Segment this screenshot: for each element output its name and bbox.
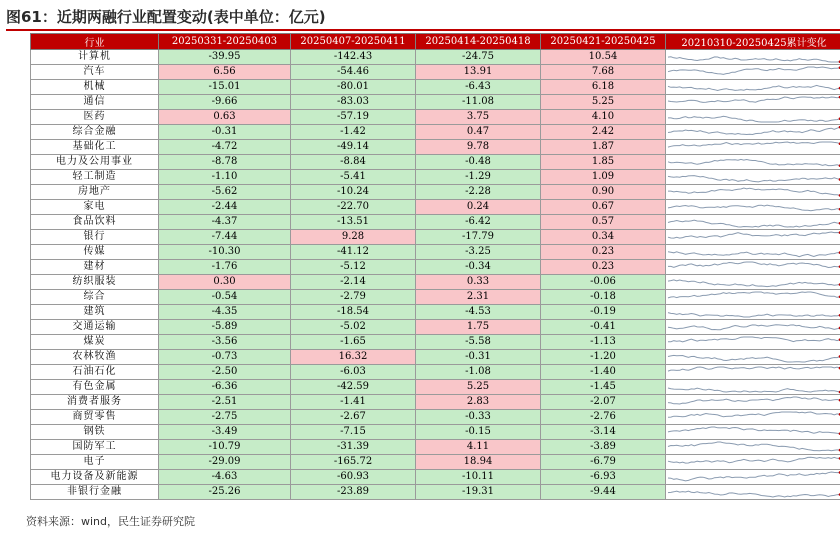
cumulative-sparkline-cell xyxy=(666,140,840,155)
value-cell: -1.41 xyxy=(291,395,416,410)
value-cell: -10.30 xyxy=(159,245,291,260)
value-cell: 0.57 xyxy=(541,215,666,230)
value-cell: -23.89 xyxy=(291,485,416,500)
value-cell: -2.28 xyxy=(416,185,541,200)
cumulative-sparkline-cell xyxy=(666,50,840,65)
industry-name-cell: 银行 xyxy=(31,230,159,245)
value-cell: -5.12 xyxy=(291,260,416,275)
value-cell: 7.68 xyxy=(541,65,666,80)
value-cell: -8.84 xyxy=(291,155,416,170)
value-cell: -0.18 xyxy=(541,290,666,305)
industry-name-cell: 交通运输 xyxy=(31,320,159,335)
cumulative-sparkline-cell xyxy=(666,110,840,125)
industry-name-cell: 国防军工 xyxy=(31,440,159,455)
value-cell: -165.72 xyxy=(291,455,416,470)
cumulative-sparkline-cell xyxy=(666,230,840,245)
value-cell: 0.30 xyxy=(159,275,291,290)
header-week-1: 20250331-20250403 xyxy=(159,34,291,50)
value-cell: -60.93 xyxy=(291,470,416,485)
sparkline-path xyxy=(668,412,840,417)
industry-name-cell: 消费者服务 xyxy=(31,395,159,410)
table-row xyxy=(31,170,840,185)
value-cell: 0.90 xyxy=(541,185,666,200)
sparkline-path xyxy=(668,313,840,317)
value-cell: 6.56 xyxy=(159,65,291,80)
value-cell: 0.47 xyxy=(416,125,541,140)
cumulative-sparkline-cell xyxy=(666,440,840,455)
table-row xyxy=(31,395,840,410)
sparkline-chart xyxy=(666,470,840,484)
value-cell: -1.65 xyxy=(291,335,416,350)
industry-name-cell: 传媒 xyxy=(31,245,159,260)
industry-name-cell: 钢铁 xyxy=(31,425,159,440)
cumulative-sparkline-cell xyxy=(666,65,840,80)
value-cell: 0.34 xyxy=(541,230,666,245)
cumulative-sparkline-cell xyxy=(666,410,840,425)
value-cell: 1.85 xyxy=(541,155,666,170)
value-cell: -1.29 xyxy=(416,170,541,185)
sparkline-chart xyxy=(666,230,840,244)
value-cell: -10.79 xyxy=(159,440,291,455)
table-row xyxy=(31,380,840,395)
industry-name-cell: 计算机 xyxy=(31,50,159,65)
header-cumulative: 20210310-20250425累计变化 xyxy=(666,34,840,50)
sparkline-chart xyxy=(666,110,840,124)
cumulative-sparkline-cell xyxy=(666,305,840,320)
value-cell: -57.19 xyxy=(291,110,416,125)
sparkline-chart xyxy=(666,50,840,64)
margin-industry-table xyxy=(30,33,840,500)
value-cell: 0.23 xyxy=(541,260,666,275)
industry-name-cell: 食品饮料 xyxy=(31,215,159,230)
value-cell: -7.44 xyxy=(159,230,291,245)
value-cell: -5.89 xyxy=(159,320,291,335)
value-cell: -3.25 xyxy=(416,245,541,260)
value-cell: -25.26 xyxy=(159,485,291,500)
cumulative-sparkline-cell xyxy=(666,260,840,275)
table-row xyxy=(31,230,840,245)
header-week-3: 20250414-20250418 xyxy=(416,34,541,50)
value-cell: 4.10 xyxy=(541,110,666,125)
value-cell: -80.01 xyxy=(291,80,416,95)
value-cell: -2.67 xyxy=(291,410,416,425)
sparkline-path xyxy=(668,337,840,342)
value-cell: 16.32 xyxy=(291,350,416,365)
table-row xyxy=(31,125,840,140)
cumulative-sparkline-cell xyxy=(666,380,840,395)
sparkline-chart xyxy=(666,320,840,334)
industry-name-cell: 农林牧渔 xyxy=(31,350,159,365)
value-cell: -2.51 xyxy=(159,395,291,410)
table-row xyxy=(31,425,840,440)
sparkline-path xyxy=(668,85,840,90)
table-row xyxy=(31,335,840,350)
sparkline-chart xyxy=(666,425,840,439)
header-week-4: 20250421-20250425 xyxy=(541,34,666,50)
value-cell: -4.35 xyxy=(159,305,291,320)
industry-name-cell: 综合 xyxy=(31,290,159,305)
value-cell: 0.67 xyxy=(541,200,666,215)
value-cell: 2.42 xyxy=(541,125,666,140)
sparkline-path xyxy=(668,97,840,102)
figure-title: 图61：近期两融行业配置变动(表中单位：亿元) xyxy=(6,8,326,26)
sparkline-chart xyxy=(666,185,840,199)
industry-name-cell: 房地产 xyxy=(31,185,159,200)
sparkline-path xyxy=(668,116,840,122)
value-cell: -1.13 xyxy=(541,335,666,350)
title-divider xyxy=(6,29,840,31)
value-cell: -0.06 xyxy=(541,275,666,290)
value-cell: 18.94 xyxy=(416,455,541,470)
value-cell: -0.54 xyxy=(159,290,291,305)
cumulative-sparkline-cell xyxy=(666,455,840,470)
value-cell: -0.34 xyxy=(416,260,541,275)
industry-name-cell: 有色金属 xyxy=(31,380,159,395)
value-cell: -142.43 xyxy=(291,50,416,65)
table-row xyxy=(31,260,840,275)
table-row xyxy=(31,275,840,290)
value-cell: -0.15 xyxy=(416,425,541,440)
industry-name-cell: 煤炭 xyxy=(31,335,159,350)
table-row xyxy=(31,410,840,425)
cumulative-sparkline-cell xyxy=(666,365,840,380)
value-cell: -29.09 xyxy=(159,455,291,470)
value-cell: -5.02 xyxy=(291,320,416,335)
sparkline-path xyxy=(668,427,840,434)
sparkline-path xyxy=(668,457,840,463)
industry-name-cell: 汽车 xyxy=(31,65,159,80)
table-row xyxy=(31,200,840,215)
table-row xyxy=(31,350,840,365)
table-row xyxy=(31,440,840,455)
cumulative-sparkline-cell xyxy=(666,155,840,170)
sparkline-path xyxy=(668,262,840,268)
sparkline-chart xyxy=(666,410,840,424)
value-cell: -6.43 xyxy=(416,80,541,95)
table-row xyxy=(31,140,840,155)
table-row xyxy=(31,185,840,200)
sparkline-chart xyxy=(666,80,840,94)
table-row xyxy=(31,215,840,230)
sparkline-path xyxy=(668,367,840,371)
table-row xyxy=(31,110,840,125)
industry-name-cell: 石油石化 xyxy=(31,365,159,380)
table-row xyxy=(31,455,840,470)
value-cell: 0.23 xyxy=(541,245,666,260)
sparkline-path xyxy=(668,142,840,147)
sparkline-chart xyxy=(666,440,840,454)
value-cell: -13.51 xyxy=(291,215,416,230)
value-cell: -24.75 xyxy=(416,50,541,65)
value-cell: -5.58 xyxy=(416,335,541,350)
sparkline-path xyxy=(668,491,840,497)
value-cell: -0.19 xyxy=(541,305,666,320)
value-cell: -10.11 xyxy=(416,470,541,485)
table-row xyxy=(31,365,840,380)
value-cell: 9.78 xyxy=(416,140,541,155)
sparkline-path xyxy=(668,127,840,134)
value-cell: -41.12 xyxy=(291,245,416,260)
sparkline-path xyxy=(668,220,840,227)
value-cell: -2.79 xyxy=(291,290,416,305)
sparkline-path xyxy=(668,280,840,287)
sparkline-chart xyxy=(666,125,840,139)
value-cell: 0.33 xyxy=(416,275,541,290)
value-cell: 10.54 xyxy=(541,50,666,65)
sparkline-chart xyxy=(666,155,840,169)
industry-name-cell: 电力设备及新能源 xyxy=(31,470,159,485)
cumulative-sparkline-cell xyxy=(666,470,840,485)
table-row xyxy=(31,50,840,65)
cumulative-sparkline-cell xyxy=(666,125,840,140)
sparkline-chart xyxy=(666,350,840,364)
value-cell: -0.73 xyxy=(159,350,291,365)
sparkline-chart xyxy=(666,380,840,394)
industry-name-cell: 轻工制造 xyxy=(31,170,159,185)
value-cell: -6.93 xyxy=(541,470,666,485)
value-cell: 9.28 xyxy=(291,230,416,245)
sparkline-path xyxy=(668,176,840,182)
value-cell: 13.91 xyxy=(416,65,541,80)
value-cell: -2.50 xyxy=(159,365,291,380)
industry-name-cell: 电力及公用事业 xyxy=(31,155,159,170)
cumulative-sparkline-cell xyxy=(666,425,840,440)
value-cell: -1.40 xyxy=(541,365,666,380)
industry-name-cell: 纺织服装 xyxy=(31,275,159,290)
table-row xyxy=(31,245,840,260)
cumulative-sparkline-cell xyxy=(666,275,840,290)
value-cell: 1.75 xyxy=(416,320,541,335)
value-cell: -3.56 xyxy=(159,335,291,350)
sparkline-path xyxy=(668,57,840,62)
value-cell: 4.11 xyxy=(416,440,541,455)
value-cell: -54.46 xyxy=(291,65,416,80)
value-cell: -5.62 xyxy=(159,185,291,200)
sparkline-path xyxy=(668,159,840,165)
cumulative-sparkline-cell xyxy=(666,80,840,95)
value-cell: -1.76 xyxy=(159,260,291,275)
cumulative-sparkline-cell xyxy=(666,185,840,200)
value-cell: 3.75 xyxy=(416,110,541,125)
value-cell: -1.20 xyxy=(541,350,666,365)
value-cell: -2.44 xyxy=(159,200,291,215)
cumulative-sparkline-cell xyxy=(666,395,840,410)
sparkline-path xyxy=(668,472,840,481)
value-cell: -6.42 xyxy=(416,215,541,230)
sparkline-chart xyxy=(666,395,840,409)
sparkline-path xyxy=(668,388,840,392)
value-cell: 2.83 xyxy=(416,395,541,410)
value-cell: -3.89 xyxy=(541,440,666,455)
cumulative-sparkline-cell xyxy=(666,290,840,305)
value-cell: -4.72 xyxy=(159,140,291,155)
sparkline-path xyxy=(668,188,840,195)
sparkline-path xyxy=(668,205,840,211)
value-cell: -3.49 xyxy=(159,425,291,440)
sparkline-chart xyxy=(666,200,840,214)
sparkline-chart xyxy=(666,275,840,289)
cumulative-sparkline-cell xyxy=(666,245,840,260)
value-cell: -2.07 xyxy=(541,395,666,410)
sparkline-path xyxy=(668,325,840,330)
industry-name-cell: 机械 xyxy=(31,80,159,95)
value-cell: -1.10 xyxy=(159,170,291,185)
value-cell: -7.15 xyxy=(291,425,416,440)
value-cell: -39.95 xyxy=(159,50,291,65)
table-row xyxy=(31,305,840,320)
table-row xyxy=(31,155,840,170)
header-week-2: 20250407-20250411 xyxy=(291,34,416,50)
sparkline-chart xyxy=(666,170,840,184)
value-cell: -1.42 xyxy=(291,125,416,140)
sparkline-chart xyxy=(666,245,840,259)
value-cell: -6.03 xyxy=(291,365,416,380)
industry-name-cell: 建筑 xyxy=(31,305,159,320)
value-cell: -31.39 xyxy=(291,440,416,455)
table-row xyxy=(31,80,840,95)
value-cell: -3.14 xyxy=(541,425,666,440)
value-cell: -18.54 xyxy=(291,305,416,320)
industry-name-cell: 建材 xyxy=(31,260,159,275)
sparkline-path xyxy=(668,292,840,298)
value-cell: -2.14 xyxy=(291,275,416,290)
value-cell: -0.41 xyxy=(541,320,666,335)
industry-name-cell: 电子 xyxy=(31,455,159,470)
cumulative-sparkline-cell xyxy=(666,200,840,215)
value-cell: 1.09 xyxy=(541,170,666,185)
value-cell: -22.70 xyxy=(291,200,416,215)
value-cell: -4.37 xyxy=(159,215,291,230)
value-cell: -49.14 xyxy=(291,140,416,155)
value-cell: -1.08 xyxy=(416,365,541,380)
value-cell: -15.01 xyxy=(159,80,291,95)
cumulative-sparkline-cell xyxy=(666,170,840,185)
cumulative-sparkline-cell xyxy=(666,335,840,350)
sparkline-chart xyxy=(666,140,840,154)
table-row xyxy=(31,470,840,485)
cumulative-sparkline-cell xyxy=(666,320,840,335)
value-cell: -17.79 xyxy=(416,230,541,245)
sparkline-chart xyxy=(666,365,840,379)
sparkline-path xyxy=(668,67,840,74)
sparkline-chart xyxy=(666,485,840,499)
value-cell: -19.31 xyxy=(416,485,541,500)
value-cell: -9.44 xyxy=(541,485,666,500)
table-row xyxy=(31,290,840,305)
value-cell: 6.18 xyxy=(541,80,666,95)
industry-name-cell: 通信 xyxy=(31,95,159,110)
sparkline-path xyxy=(668,442,840,451)
value-cell: 1.87 xyxy=(541,140,666,155)
table-body xyxy=(31,50,840,500)
value-cell: -10.24 xyxy=(291,185,416,200)
value-cell: 5.25 xyxy=(541,95,666,110)
sparkline-chart xyxy=(666,215,840,229)
industry-name-cell: 非银行金融 xyxy=(31,485,159,500)
sparkline-chart xyxy=(666,260,840,274)
value-cell: -11.08 xyxy=(416,95,541,110)
value-cell: -4.53 xyxy=(416,305,541,320)
header-industry: 行业 xyxy=(31,34,159,50)
value-cell: 0.63 xyxy=(159,110,291,125)
cumulative-sparkline-cell xyxy=(666,215,840,230)
sparkline-path xyxy=(668,397,840,404)
value-cell: -2.75 xyxy=(159,410,291,425)
sparkline-chart xyxy=(666,335,840,349)
value-cell: -42.59 xyxy=(291,380,416,395)
source-note: 资料来源：wind，民生证券研究院 xyxy=(26,515,196,528)
cumulative-sparkline-cell xyxy=(666,95,840,110)
industry-name-cell: 商贸零售 xyxy=(31,410,159,425)
value-cell: -0.31 xyxy=(159,125,291,140)
industry-name-cell: 医药 xyxy=(31,110,159,125)
sparkline-chart xyxy=(666,290,840,304)
value-cell: -6.79 xyxy=(541,455,666,470)
sparkline-path xyxy=(668,232,840,238)
value-cell: 2.31 xyxy=(416,290,541,305)
value-cell: -8.78 xyxy=(159,155,291,170)
value-cell: -1.45 xyxy=(541,380,666,395)
table-header-row xyxy=(31,34,840,50)
value-cell: -6.36 xyxy=(159,380,291,395)
industry-name-cell: 基础化工 xyxy=(31,140,159,155)
value-cell: -4.63 xyxy=(159,470,291,485)
value-cell: -0.48 xyxy=(416,155,541,170)
value-cell: -9.66 xyxy=(159,95,291,110)
cumulative-sparkline-cell xyxy=(666,485,840,500)
sparkline-chart xyxy=(666,95,840,109)
value-cell: 0.24 xyxy=(416,200,541,215)
cumulative-sparkline-cell xyxy=(666,350,840,365)
table-row xyxy=(31,485,840,500)
value-cell: -0.33 xyxy=(416,410,541,425)
sparkline-chart xyxy=(666,305,840,319)
sparkline-path xyxy=(668,252,840,257)
value-cell: -0.31 xyxy=(416,350,541,365)
table-row xyxy=(31,95,840,110)
industry-name-cell: 综合金融 xyxy=(31,125,159,140)
value-cell: 5.25 xyxy=(416,380,541,395)
industry-name-cell: 家电 xyxy=(31,200,159,215)
table-row xyxy=(31,320,840,335)
table-row xyxy=(31,65,840,80)
sparkline-chart xyxy=(666,455,840,469)
value-cell: -5.41 xyxy=(291,170,416,185)
value-cell: -83.03 xyxy=(291,95,416,110)
value-cell: -2.76 xyxy=(541,410,666,425)
sparkline-chart xyxy=(666,65,840,79)
sparkline-path xyxy=(668,355,840,362)
